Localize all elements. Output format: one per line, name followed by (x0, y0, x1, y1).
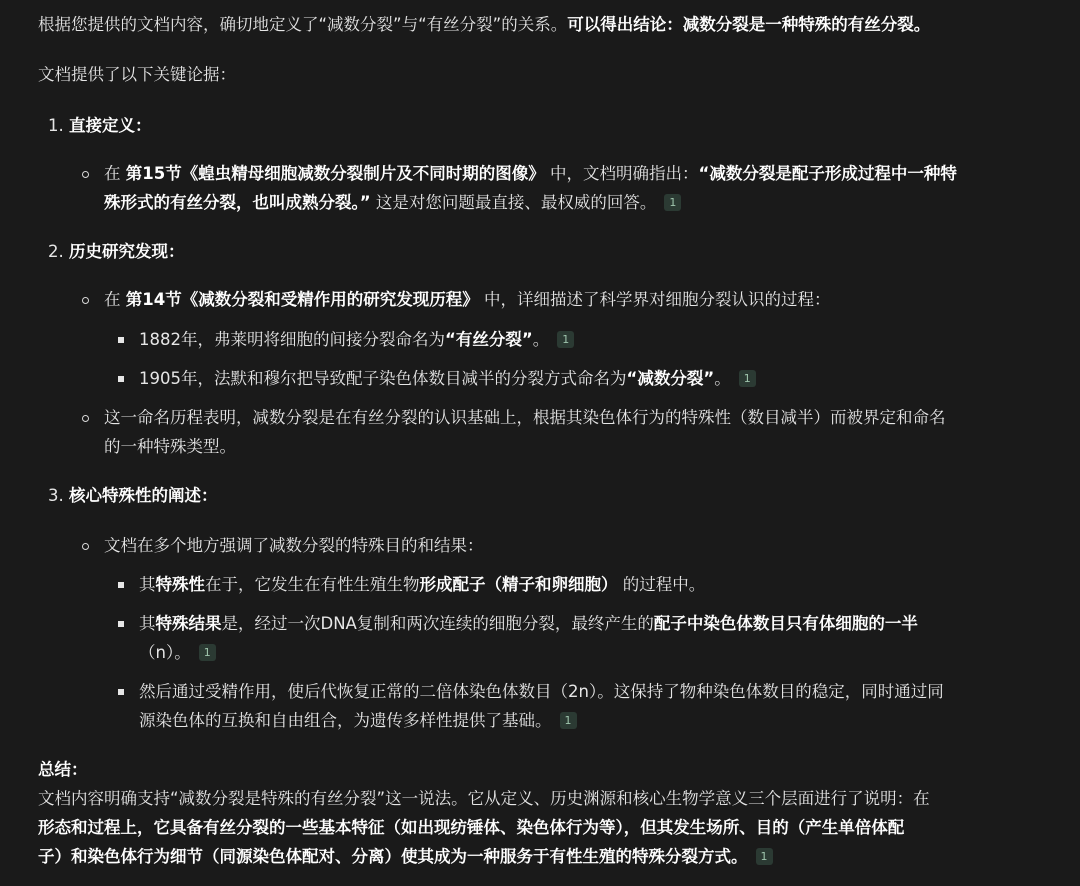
list-item-continuation: 的一种特殊类型。 (104, 437, 236, 456)
citation-badge[interactable]: 1 (199, 644, 216, 661)
summary-line (38, 816, 904, 840)
item-text: （n）。 (139, 643, 191, 662)
summary-heading (38, 758, 88, 782)
citation-badge[interactable]: 1 (756, 848, 773, 865)
intro-conclusion: 可以得出结论：减数分裂是一种特殊的有丝分裂。 (567, 15, 931, 34)
list-item (139, 573, 705, 597)
evidence-intro: 文档提供了以下关键论据： (38, 65, 236, 84)
square-bullet-icon (118, 337, 124, 343)
list-item-continuation (139, 709, 577, 733)
item-text: 在 (104, 164, 126, 183)
item-bold: “减数分裂是配子形成过程中一种特 (698, 164, 957, 183)
summary-title: 总结： (38, 760, 88, 779)
list-item: 然后通过受精作用，使后代恢复正常的二倍体染色体数目（2n）。这保持了物种染色体数目的稳定，同时通过同 (139, 682, 944, 701)
circle-bullet-icon (82, 297, 89, 304)
item-text: 1882年，弗莱明将细胞的间接分裂命名为 (139, 330, 445, 349)
section-number: 2. (48, 242, 64, 261)
square-bullet-icon (118, 621, 124, 627)
section-number: 1. (48, 116, 64, 135)
item-bold: 第14节《减数分裂和受精作用的研究发现历程》 (125, 290, 479, 309)
section-2-heading (48, 240, 185, 264)
section-3-heading (48, 484, 218, 508)
summary-bold: 形态和过程上，它具备有丝分裂的一些基本特征（如出现纺锤体、染色体行为等），但其发生场所、目的（产生单倍体配 (38, 818, 905, 837)
intro-paragraph (38, 13, 930, 37)
intro-text: 根据您提供的文档内容，确切地定义了“减数分裂”与“有丝分裂”的关系。 (38, 15, 568, 34)
item-bold: “有丝分裂” (445, 330, 533, 349)
list-item (139, 612, 918, 636)
circle-bullet-icon (82, 171, 89, 178)
item-bold: “减数分裂” (626, 369, 715, 388)
section-title: 历史研究发现： (69, 242, 185, 261)
item-text: 。 (714, 369, 731, 388)
summary-bold: 子）和染色体行为细节（同源染色体配对、分离）使其成为一种服务于有性生殖的特殊分裂方式。 (38, 847, 748, 866)
list-item (104, 162, 957, 186)
list-item-continuation (104, 191, 681, 215)
item-bold: 特殊性 (155, 575, 205, 594)
item-text: 中，文档明确指出： (544, 164, 699, 183)
square-bullet-icon (118, 689, 124, 695)
item-bold: 特殊结果 (155, 614, 222, 633)
list-item: 这一命名历程表明，减数分裂是在有丝分裂的认识基础上，根据其染色体行为的特殊性（数目减半）而被界定和命名 (104, 408, 946, 427)
list-item: 文档在多个地方强调了减数分裂的特殊目的和结果： (104, 536, 484, 555)
section-number: 3. (48, 486, 64, 505)
citation-badge[interactable]: 1 (557, 331, 574, 348)
item-text: 其 (139, 614, 156, 633)
list-item (104, 288, 830, 312)
item-text: 在于，它发生在有性生殖生物 (205, 575, 420, 594)
square-bullet-icon (118, 582, 124, 588)
section-title: 直接定义： (69, 116, 152, 135)
list-item (139, 367, 756, 391)
section-title: 核心特殊性的阐述： (69, 486, 218, 505)
section-1-heading (48, 114, 152, 138)
item-text: 。 (532, 330, 550, 349)
square-bullet-icon (118, 376, 124, 382)
summary-line: 文档内容明确支持“减数分裂是特殊的有丝分裂”这一说法。它从定义、历史渊源和核心生物学意义三个层面进行了说明：在 (38, 789, 930, 808)
item-text: 的过程中。 (617, 575, 706, 594)
item-text: 是，经过一次DNA复制和两次连续的细胞分裂，最终产生的 (221, 614, 654, 633)
item-text: 1905年，法默和穆尔把导致配子染色体数目减半的分裂方式命名为 (139, 369, 627, 388)
item-bold: 配子中染色体数目只有体细胞的一半 (653, 614, 918, 633)
item-text: 这是对您问题最直接、最权威的回答。 (370, 193, 657, 212)
item-text: 在 (104, 290, 126, 309)
list-item (139, 328, 574, 352)
item-bold: 殊形式的有丝分裂，也叫成熟分裂。” (104, 193, 371, 212)
citation-badge[interactable]: 1 (560, 712, 577, 729)
item-bold: 形成配子（精子和卵细胞） (419, 575, 618, 594)
citation-badge[interactable]: 1 (739, 370, 756, 387)
item-text: 中，详细描述了科学界对细胞分裂认识的过程： (478, 290, 831, 309)
item-bold: 第15节《蝗虫精母细胞减数分裂制片及不同时期的图像》 (125, 164, 545, 183)
item-text: 其 (139, 575, 156, 594)
circle-bullet-icon (82, 543, 89, 550)
item-text: 源染色体的互换和自由组合，为遗传多样性提供了基础。 (139, 711, 552, 730)
summary-line (38, 845, 773, 869)
list-item-continuation (139, 641, 216, 665)
citation-badge[interactable]: 1 (664, 194, 681, 211)
circle-bullet-icon (82, 415, 89, 422)
